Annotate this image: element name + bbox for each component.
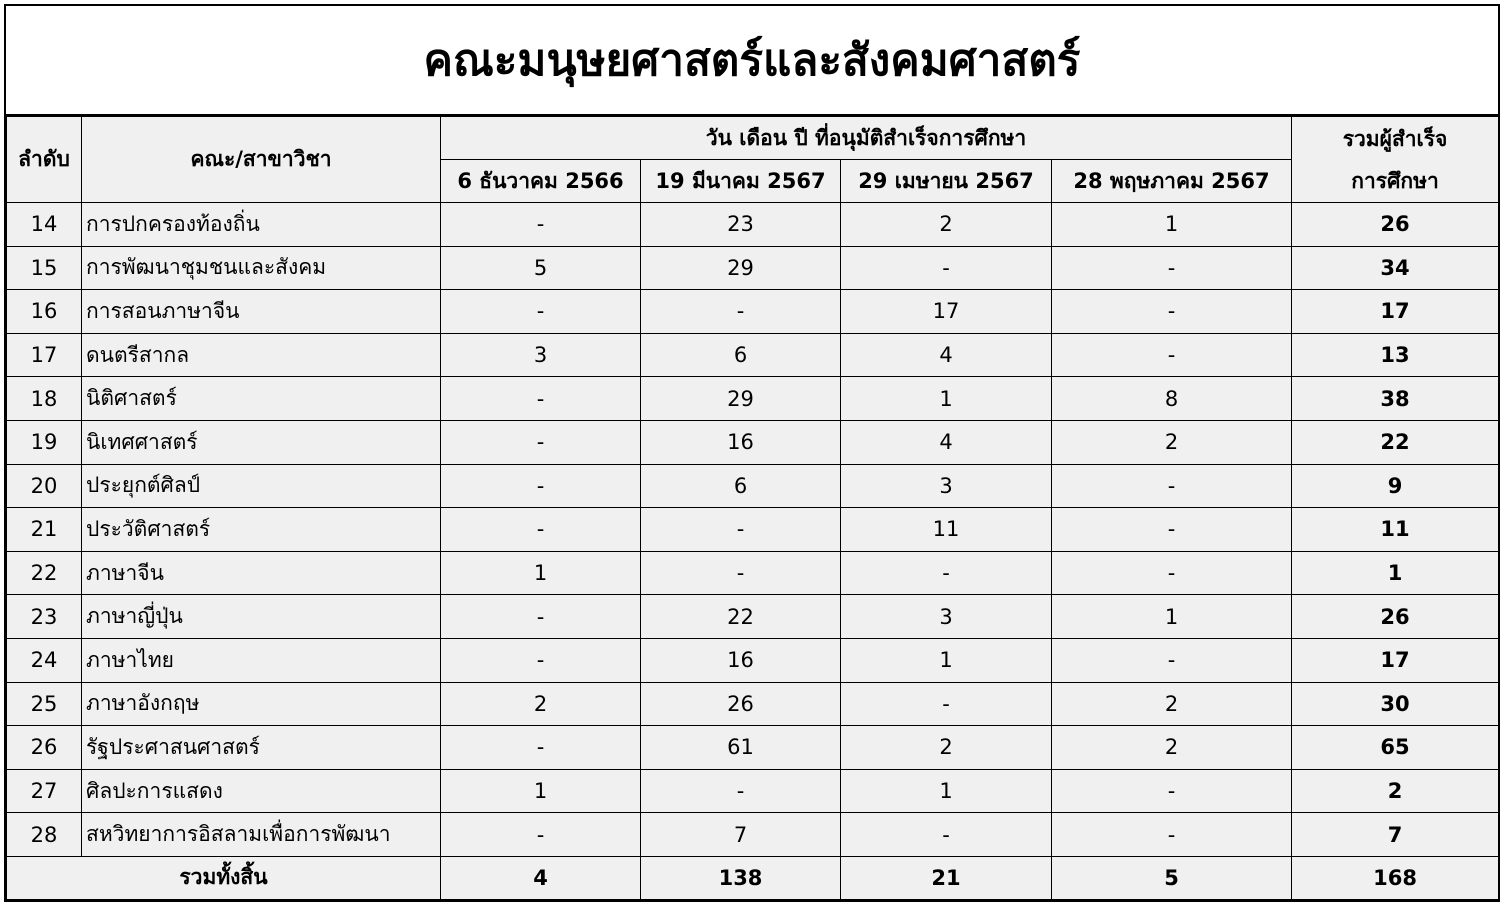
grand-total-label[interactable]: รวมทั้งสิ้น bbox=[7, 856, 441, 899]
cell-total[interactable]: 38 bbox=[1292, 377, 1499, 421]
cell-order[interactable]: 16 bbox=[7, 290, 82, 334]
cell-order[interactable]: 27 bbox=[7, 769, 82, 813]
table-row bbox=[7, 377, 1499, 421]
header-row-1 bbox=[7, 117, 1499, 160]
table-row bbox=[7, 333, 1499, 377]
table-row bbox=[7, 595, 1499, 639]
cell-order[interactable]: 26 bbox=[7, 726, 82, 770]
table-row bbox=[7, 464, 1499, 508]
cell-date-4[interactable]: - bbox=[1052, 464, 1292, 508]
cell-date-2[interactable]: 16 bbox=[641, 638, 841, 682]
cell-order[interactable]: 24 bbox=[7, 638, 82, 682]
table-row bbox=[7, 246, 1499, 290]
table-row bbox=[7, 420, 1499, 464]
header-total-line1: รวมผู้สำเร็จ bbox=[1342, 126, 1448, 151]
cell-total[interactable]: 1 bbox=[1292, 551, 1499, 595]
header-date-3[interactable]: 29 เมษายน 2567 bbox=[841, 160, 1052, 203]
cell-date-2[interactable]: 23 bbox=[641, 203, 841, 247]
cell-date-2[interactable]: - bbox=[641, 769, 841, 813]
cell-program[interactable]: ประวัติศาสตร์ bbox=[82, 508, 441, 552]
grand-total-sum[interactable]: 168 bbox=[1292, 856, 1499, 899]
cell-date-1[interactable]: - bbox=[441, 726, 641, 770]
spreadsheet bbox=[4, 4, 1500, 902]
cell-date-3[interactable]: 4 bbox=[841, 333, 1052, 377]
cell-total[interactable]: 17 bbox=[1292, 638, 1499, 682]
cell-program[interactable]: การสอนภาษาจีน bbox=[82, 290, 441, 334]
cell-date-4[interactable]: 2 bbox=[1052, 726, 1292, 770]
table-row bbox=[7, 203, 1499, 247]
cell-date-1[interactable]: - bbox=[441, 813, 641, 857]
cell-program[interactable]: ภาษาไทย bbox=[82, 638, 441, 682]
table-row bbox=[7, 508, 1499, 552]
cell-date-4[interactable]: - bbox=[1052, 290, 1292, 334]
cell-date-2[interactable]: - bbox=[641, 290, 841, 334]
cell-date-1[interactable]: 2 bbox=[441, 682, 641, 726]
cell-program[interactable]: ภาษาจีน bbox=[82, 551, 441, 595]
cell-total[interactable]: 30 bbox=[1292, 682, 1499, 726]
cell-date-4[interactable]: - bbox=[1052, 638, 1292, 682]
cell-date-3[interactable]: - bbox=[841, 246, 1052, 290]
cell-date-1[interactable]: 1 bbox=[441, 769, 641, 813]
cell-total[interactable]: 17 bbox=[1292, 290, 1499, 334]
grand-total-date-2[interactable]: 138 bbox=[641, 856, 841, 899]
cell-date-1[interactable]: - bbox=[441, 290, 641, 334]
cell-date-2[interactable]: 61 bbox=[641, 726, 841, 770]
cell-date-4[interactable]: 2 bbox=[1052, 420, 1292, 464]
table-body bbox=[7, 203, 1499, 857]
cell-date-1[interactable]: - bbox=[441, 203, 641, 247]
cell-date-1[interactable]: - bbox=[441, 420, 641, 464]
cell-date-3[interactable]: 11 bbox=[841, 508, 1052, 552]
graduates-table bbox=[6, 116, 1499, 900]
cell-date-2[interactable]: - bbox=[641, 508, 841, 552]
cell-date-3[interactable]: 2 bbox=[841, 203, 1052, 247]
table-row bbox=[7, 638, 1499, 682]
cell-date-2[interactable]: 7 bbox=[641, 813, 841, 857]
cell-order[interactable]: 20 bbox=[7, 464, 82, 508]
cell-date-4[interactable]: - bbox=[1052, 551, 1292, 595]
cell-total[interactable]: 13 bbox=[1292, 333, 1499, 377]
cell-program[interactable]: ภาษาญี่ปุ่น bbox=[82, 595, 441, 639]
cell-program[interactable]: ศิลปะการแสดง bbox=[82, 769, 441, 813]
table-row bbox=[7, 813, 1499, 857]
cell-program[interactable]: ภาษาอังกฤษ bbox=[82, 682, 441, 726]
page-title: คณะมนุษยศาสตร์และสังคมศาสตร์ bbox=[6, 6, 1498, 116]
cell-date-2[interactable]: 6 bbox=[641, 464, 841, 508]
cell-date-2[interactable]: 29 bbox=[641, 377, 841, 421]
cell-date-4[interactable]: 1 bbox=[1052, 595, 1292, 639]
cell-date-2[interactable]: 16 bbox=[641, 420, 841, 464]
header-date-group[interactable]: วัน เดือน ปี ที่อนุมัติสำเร็จการศึกษา bbox=[441, 117, 1292, 160]
cell-date-2[interactable]: 29 bbox=[641, 246, 841, 290]
table-row bbox=[7, 290, 1499, 334]
cell-total[interactable]: 11 bbox=[1292, 508, 1499, 552]
cell-date-4[interactable]: - bbox=[1052, 246, 1292, 290]
cell-date-2[interactable]: 22 bbox=[641, 595, 841, 639]
cell-order[interactable]: 15 bbox=[7, 246, 82, 290]
grand-total-row bbox=[7, 856, 1499, 899]
cell-total[interactable]: 65 bbox=[1292, 726, 1499, 770]
table-row bbox=[7, 726, 1499, 770]
cell-date-4[interactable]: - bbox=[1052, 508, 1292, 552]
grand-total-date-4[interactable]: 5 bbox=[1052, 856, 1292, 899]
cell-order[interactable]: 21 bbox=[7, 508, 82, 552]
cell-date-3[interactable]: - bbox=[841, 813, 1052, 857]
cell-program[interactable]: นิเทศศาสตร์ bbox=[82, 420, 441, 464]
cell-date-4[interactable]: - bbox=[1052, 813, 1292, 857]
cell-order[interactable]: 14 bbox=[7, 203, 82, 247]
cell-date-3[interactable]: 17 bbox=[841, 290, 1052, 334]
table-row bbox=[7, 769, 1499, 813]
cell-date-2[interactable]: - bbox=[641, 551, 841, 595]
header-date-2[interactable]: 19 มีนาคม 2567 bbox=[641, 160, 841, 203]
cell-date-4[interactable]: - bbox=[1052, 333, 1292, 377]
header-program[interactable]: คณะ/สาขาวิชา bbox=[82, 117, 441, 203]
cell-date-3[interactable]: 1 bbox=[841, 769, 1052, 813]
grand-total-date-3[interactable]: 21 bbox=[841, 856, 1052, 899]
grand-total-date-1[interactable]: 4 bbox=[441, 856, 641, 899]
cell-order[interactable]: 19 bbox=[7, 420, 82, 464]
header-order[interactable]: ลำดับ bbox=[7, 117, 82, 203]
cell-date-1[interactable]: - bbox=[441, 638, 641, 682]
cell-date-3[interactable]: - bbox=[841, 682, 1052, 726]
cell-date-1[interactable]: - bbox=[441, 464, 641, 508]
cell-date-1[interactable]: - bbox=[441, 508, 641, 552]
cell-program[interactable]: ดนตรีสากล bbox=[82, 333, 441, 377]
table-row bbox=[7, 551, 1499, 595]
header-total[interactable] bbox=[1292, 117, 1499, 203]
cell-date-1[interactable]: 1 bbox=[441, 551, 641, 595]
cell-total[interactable]: 9 bbox=[1292, 464, 1499, 508]
cell-total[interactable]: 26 bbox=[1292, 203, 1499, 247]
cell-program[interactable]: นิติศาสตร์ bbox=[82, 377, 441, 421]
cell-program[interactable]: รัฐประศาสนศาสตร์ bbox=[82, 726, 441, 770]
cell-date-3[interactable]: 2 bbox=[841, 726, 1052, 770]
cell-date-4[interactable]: - bbox=[1052, 769, 1292, 813]
cell-order[interactable]: 18 bbox=[7, 377, 82, 421]
cell-program[interactable]: ประยุกต์ศิลป์ bbox=[82, 464, 441, 508]
cell-date-1[interactable]: 3 bbox=[441, 333, 641, 377]
cell-date-2[interactable]: 26 bbox=[641, 682, 841, 726]
cell-total[interactable]: 34 bbox=[1292, 246, 1499, 290]
cell-total[interactable]: 22 bbox=[1292, 420, 1499, 464]
cell-total[interactable]: 2 bbox=[1292, 769, 1499, 813]
cell-total[interactable]: 26 bbox=[1292, 595, 1499, 639]
cell-program[interactable]: สหวิทยาการอิสลามเพื่อการพัฒนา bbox=[82, 813, 441, 857]
cell-order[interactable]: 23 bbox=[7, 595, 82, 639]
cell-date-3[interactable]: 3 bbox=[841, 464, 1052, 508]
header-date-1[interactable]: 6 ธันวาคม 2566 bbox=[441, 160, 641, 203]
cell-order[interactable]: 17 bbox=[7, 333, 82, 377]
cell-date-1[interactable]: - bbox=[441, 595, 641, 639]
table-row bbox=[7, 682, 1499, 726]
bottom-border bbox=[4, 899, 1500, 901]
cell-date-4[interactable]: 1 bbox=[1052, 203, 1292, 247]
cell-order[interactable]: 28 bbox=[7, 813, 82, 857]
cell-program[interactable]: การปกครองท้องถิ่น bbox=[82, 203, 441, 247]
cell-order[interactable]: 22 bbox=[7, 551, 82, 595]
cell-date-3[interactable]: - bbox=[841, 551, 1052, 595]
header-total-line2: การศึกษา bbox=[1351, 168, 1439, 193]
cell-date-3[interactable]: 4 bbox=[841, 420, 1052, 464]
header-date-4[interactable]: 28 พฤษภาคม 2567 bbox=[1052, 160, 1292, 203]
cell-date-1[interactable]: - bbox=[441, 377, 641, 421]
cell-total[interactable]: 7 bbox=[1292, 813, 1499, 857]
cell-program[interactable]: การพัฒนาชุมชนและสังคม bbox=[82, 246, 441, 290]
cell-order[interactable]: 25 bbox=[7, 682, 82, 726]
cell-date-3[interactable]: 1 bbox=[841, 377, 1052, 421]
cell-date-2[interactable]: 6 bbox=[641, 333, 841, 377]
cell-date-3[interactable]: 1 bbox=[841, 638, 1052, 682]
cell-date-1[interactable]: 5 bbox=[441, 246, 641, 290]
cell-date-3[interactable]: 3 bbox=[841, 595, 1052, 639]
cell-date-4[interactable]: 2 bbox=[1052, 682, 1292, 726]
cell-date-4[interactable]: 8 bbox=[1052, 377, 1292, 421]
